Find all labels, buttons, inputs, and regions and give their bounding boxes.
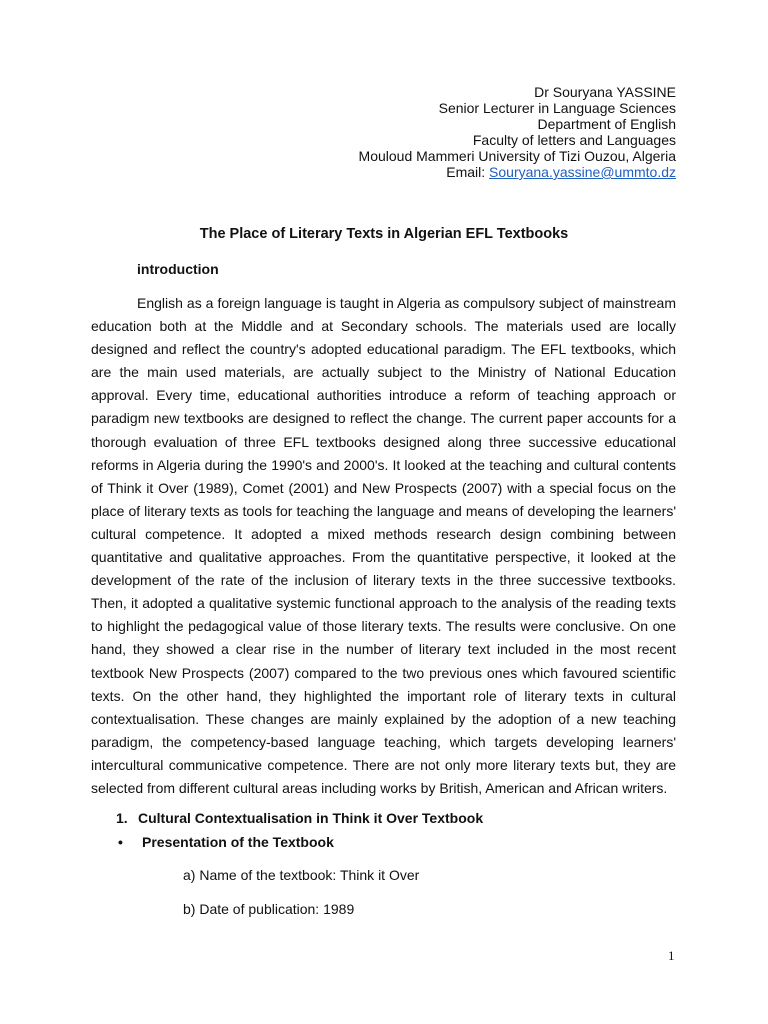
introduction-paragraph: English as a foreign language is taught in Algeria as compulsory subject of mainstream education both at the Middle and at Secondary schools. The materials used are locally designed and reflect the country's adopted educational paradigm. The EFL textbooks, which are the main used materials, are actually subject to the Ministry of National Education approval. Every time, educational authorities introduce a reform of teaching approach or paradigm new textbooks are designed to reflect the change. The current paper accounts for a thorough evaluation of three EFL textbooks designed along three successive educational reforms in Algeria during the 1990's and 2000's. It looked at the teaching and cultural contents of Think it Over (1989), Comet (2001) and New Prospects (2007) with a special focus on the place of literary texts as tools for teaching the language and means of developing the learners' cultural competence. It adopted a mixed methods research design combining between quantitative and qualitative approaches. From the quantitative perspective, it looked at the development of the rate of the inclusion of literary texts in the three successive textbooks. Then, it adopted a qualitative systemic functional approach to the analysis of the reading texts to highlight the pedagogical value of those literary texts. The results were conclusive. On one hand, they showed a clear rise in the number of literary text included in the most recent textbook New Prospects (2007) compared to the two previous ones which favoured scientific texts. On the other hand, they highlighted the important role of literary texts in cultural contextualisation. These changes are mainly explained by the adoption of a new teaching paradigm, the competency-based language teaching, which targets developing learners' intercultural communicative competence. There are not only more literary texts but, they are selected from different cultural areas including works by British, American and African writers.: [91, 295, 676, 796]
section-title: Cultural Contextualisation in Think it Over Textbook: [138, 810, 484, 826]
email-link[interactable]: Souryana.yassine@ummto.dz: [489, 164, 676, 180]
author-position: Senior Lecturer in Language Sciences: [438, 100, 676, 116]
section-heading: [116, 810, 483, 826]
author-block: [359, 84, 676, 180]
bullet-icon: •: [118, 834, 123, 850]
list-item-textbook-name: a) Name of the textbook: Think it Over: [183, 867, 420, 883]
bullet-title: Presentation of the Textbook: [142, 834, 334, 850]
author-name: Dr Souryana YASSINE: [534, 84, 676, 100]
author-department: Department of English: [537, 116, 676, 132]
list-item-publication-date: b) Date of publication: 1989: [183, 901, 355, 917]
author-email-line: [359, 164, 676, 180]
email-label: Email:: [446, 164, 490, 180]
introduction-body: [91, 292, 676, 800]
paper-title: The Place of Literary Texts in Algerian EFL Textbooks: [199, 226, 569, 242]
section-number: 1.: [116, 810, 128, 826]
author-university: Mouloud Mammeri University of Tizi Ouzou, Algeria: [358, 148, 676, 164]
introduction-heading: introduction: [137, 261, 219, 277]
page-number: 1: [668, 948, 675, 963]
bullet-heading: [118, 834, 334, 850]
author-faculty: Faculty of letters and Languages: [472, 132, 676, 148]
